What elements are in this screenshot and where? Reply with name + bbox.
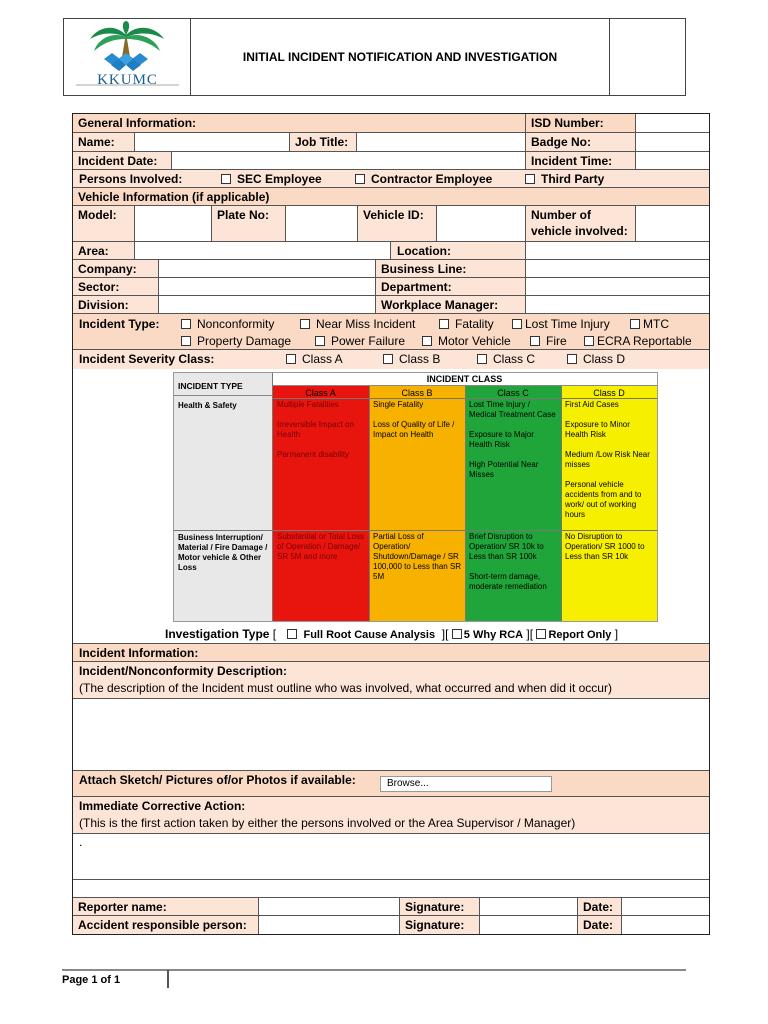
location-field[interactable]: [526, 242, 709, 259]
corrective-action-value: .: [79, 835, 83, 849]
vehicle-info-row: [73, 188, 709, 206]
logo-text: KKUMC: [97, 72, 158, 88]
class-d-option[interactable]: [567, 352, 625, 366]
ecra-reportable-option[interactable]: [584, 334, 692, 348]
matrix-divider: [272, 373, 273, 621]
matrix-class-d-header: Class D: [593, 388, 625, 398]
checkbox-icon[interactable]: [286, 354, 296, 364]
third-party-option[interactable]: [525, 172, 604, 186]
department-field[interactable]: [526, 278, 709, 295]
document-title: INITIAL INCIDENT NOTIFICATION AND INVESTIGATION: [191, 19, 610, 95]
logo: [64, 19, 191, 95]
severity-class-label: Incident Severity Class:: [79, 352, 215, 366]
division-label: Division:: [73, 296, 159, 313]
company-field[interactable]: [159, 260, 376, 277]
class-c-label: Class C: [493, 352, 536, 366]
model-field[interactable]: [135, 206, 212, 241]
checkbox-icon[interactable]: [287, 629, 297, 639]
badge-no-label: Badge No:: [526, 133, 636, 151]
reporter-signature-label: Signature:: [400, 898, 480, 915]
incident-type-label: Incident Type:: [79, 317, 160, 331]
division-row: [73, 296, 709, 314]
nonconformity-option[interactable]: [181, 317, 274, 331]
job-title-field[interactable]: [357, 133, 526, 151]
company-label: Company:: [73, 260, 159, 277]
attach-label: Attach Sketch/ Pictures of/or Photos if available:: [79, 773, 356, 787]
contractor-employee-label: Contractor Employee: [371, 172, 493, 186]
fire-option[interactable]: [530, 334, 567, 348]
vehicle-count-line1: Number of: [531, 208, 591, 222]
property-damage-label: Property Damage: [197, 334, 292, 348]
sector-label: Sector:: [73, 278, 159, 295]
checkbox-icon[interactable]: [439, 319, 449, 329]
workplace-manager-label: Workplace Manager:: [376, 296, 526, 313]
reporter-date-label: Date:: [578, 898, 622, 915]
motor-vehicle-label: Motor Vehicle: [438, 334, 511, 348]
corrective-action-header: [73, 797, 709, 834]
five-why-label: 5 Why RCA: [463, 629, 524, 641]
matrix-class-c-header: Class C: [497, 388, 529, 398]
sector-field[interactable]: [159, 278, 376, 295]
reporter-row: [73, 898, 709, 916]
checkbox-icon[interactable]: [383, 354, 393, 364]
page-number: Page 1 of 1: [62, 974, 121, 986]
matrix-divider: [561, 386, 562, 621]
plate-no-field[interactable]: [286, 206, 358, 241]
incident-date-row: [73, 152, 709, 170]
checkbox-icon[interactable]: [221, 174, 231, 184]
vehicle-count-label: [526, 206, 636, 241]
mtc-option[interactable]: [630, 317, 669, 331]
fatality-label: Fatality: [455, 317, 494, 331]
checkbox-icon[interactable]: [181, 319, 191, 329]
investigation-type-line: Investigation Type [ Full Root Cause Analysis ][ 5 Why RCA ][ Report Only ]: [165, 627, 619, 641]
checkbox-icon[interactable]: [477, 354, 487, 364]
footer-divider: [167, 970, 169, 988]
checkbox-icon[interactable]: [452, 629, 462, 639]
area-label: Area:: [73, 242, 135, 259]
power-failure-option[interactable]: [315, 334, 405, 348]
matrix-cell-hs-class-a: Multiple Fatalities Irreversible Impact on Health Permanent disability: [277, 400, 354, 459]
description-title: Incident/Nonconformity Description:: [79, 664, 288, 678]
company-row: [73, 260, 709, 278]
incident-type-row: [73, 314, 709, 350]
responsible-signature-label: Signature:: [400, 916, 480, 934]
area-field[interactable]: [135, 242, 391, 259]
class-b-option[interactable]: [383, 352, 440, 366]
checkbox-icon[interactable]: [422, 336, 432, 346]
blank-row: [73, 880, 709, 898]
reporter-name-field[interactable]: [259, 898, 400, 915]
incident-time-field[interactable]: [636, 152, 709, 169]
incident-form: [72, 113, 710, 935]
report-only-label: Report Only: [548, 629, 612, 641]
department-label: Department:: [376, 278, 526, 295]
corrective-action-field[interactable]: [73, 834, 709, 880]
checkbox-icon[interactable]: [315, 336, 325, 346]
document-header: [63, 18, 686, 96]
matrix-cell-hs-class-c: Lost Time Injury / Medical Treatment Case Exposure to Major Health Risk High Potential Near Misses: [469, 400, 556, 479]
severity-class-row: [73, 350, 709, 369]
workplace-manager-field[interactable]: [526, 296, 709, 313]
persons-involved-row: [73, 170, 709, 188]
incident-info-heading: Incident Information:: [79, 646, 199, 660]
near-miss-label: Near Miss Incident: [316, 317, 416, 331]
responsible-date-label: Date:: [578, 916, 622, 934]
general-info-heading: General Information:: [73, 114, 526, 132]
checkbox-icon[interactable]: [630, 319, 640, 329]
matrix-cell-hs-class-b: Single Fatality Loss of Quality of Life / Impact on Health: [373, 400, 455, 439]
ecra-reportable-label: ECRA Reportable: [597, 334, 692, 348]
vehicle-info-heading: Vehicle Information (if applicable): [78, 190, 270, 204]
matrix-divider: [174, 530, 657, 531]
name-row: [73, 133, 709, 152]
description-note: (The description of the Incident must outline who was involved, what occurred and when did it occur): [79, 681, 612, 695]
sector-row: [73, 278, 709, 296]
matrix-class-header: INCIDENT CLASS: [426, 374, 503, 384]
persons-involved-label: Persons Involved:: [79, 172, 183, 186]
responsible-signature-field[interactable]: [480, 916, 578, 934]
sec-employee-label: SEC Employee: [237, 172, 322, 186]
motor-vehicle-option[interactable]: [422, 334, 511, 348]
investigation-type-label: Investigation Type: [165, 627, 270, 641]
checkbox-icon[interactable]: [584, 336, 594, 346]
near-miss-option[interactable]: [300, 317, 415, 331]
reporter-signature-field[interactable]: [480, 898, 578, 915]
matrix-class-a-header: Class A: [305, 388, 336, 398]
badge-no-field[interactable]: [636, 133, 709, 151]
checkbox-icon[interactable]: [525, 174, 535, 184]
class-a-option[interactable]: [286, 352, 343, 366]
lost-time-injury-label: Lost Time Injury: [525, 317, 610, 331]
matrix-type-header: INCIDENT TYPE: [178, 381, 243, 391]
matrix-cell-bi-class-b: Partial Loss of Operation/ Shutdown/Damage / SR 100,000 to Less than SR 5M: [373, 532, 462, 581]
footer-rule: [62, 969, 686, 971]
isd-number-label: ISD Number:: [526, 114, 636, 132]
checkbox-icon[interactable]: [567, 354, 577, 364]
incident-date-label: Incident Date:: [73, 152, 172, 169]
property-damage-option[interactable]: [181, 334, 291, 348]
checkbox-icon[interactable]: [181, 336, 191, 346]
matrix-cell-hs-class-d: First Aid Cases Exposure to Minor Health Risk Medium /Low Risk Near misses Personal vehicle accidents from and to work/ out of working hours: [565, 400, 650, 519]
matrix-row-health-safety: Health & Safety: [178, 401, 237, 410]
checkbox-icon[interactable]: [536, 629, 546, 639]
fire-label: Fire: [546, 334, 567, 348]
vehicle-count-field[interactable]: [636, 206, 709, 241]
mtc-label: MTC: [643, 317, 669, 331]
responsible-row: [73, 916, 709, 934]
business-line-label: Business Line:: [376, 260, 526, 277]
incident-info-row: [73, 643, 709, 662]
sec-employee-option[interactable]: [221, 172, 322, 186]
checkbox-icon[interactable]: [355, 174, 365, 184]
matrix-cell-bi-class-d: No Disruption to Operation/ SR 1000 to Less than SR 10k: [565, 532, 645, 561]
full-rca-label: Full Root Cause Analysis: [303, 629, 436, 641]
incident-description-field[interactable]: [73, 699, 709, 771]
vehicle-details-row: [73, 206, 709, 242]
checkbox-icon[interactable]: [530, 336, 540, 346]
incident-time-label: Incident Time:: [526, 152, 636, 169]
checkbox-icon[interactable]: [512, 319, 522, 329]
vehicle-id-field[interactable]: [437, 206, 526, 241]
class-b-label: Class B: [399, 352, 441, 366]
model-label: Model:: [73, 206, 135, 241]
responsible-person-label: Accident responsible person:: [73, 916, 259, 934]
corrective-action-title: Immediate Corrective Action:: [79, 799, 246, 813]
matrix-divider: [369, 386, 370, 621]
incident-date-field[interactable]: [172, 152, 526, 169]
matrix-cell-bi-class-a: Substantial or Total Loss of Operation / Damage/ SR 5M and more: [277, 532, 365, 561]
area-row: [73, 242, 709, 260]
responsible-date-field[interactable]: [622, 916, 709, 934]
class-a-label: Class A: [302, 352, 343, 366]
attach-row: [73, 771, 709, 797]
name-field[interactable]: [135, 133, 290, 151]
browse-button[interactable]: Browse...: [380, 776, 552, 792]
lost-time-injury-option[interactable]: [512, 317, 610, 331]
responsible-person-field[interactable]: [259, 916, 400, 934]
reporter-date-field[interactable]: [622, 898, 709, 915]
nonconformity-label: Nonconformity: [197, 317, 275, 331]
matrix-cell-bi-class-c: Brief Disruption to Operation/ SR 10k to Less than SR 100k Short-term damage, moderate remediation: [469, 532, 547, 591]
vehicle-id-label: Vehicle ID:: [358, 206, 437, 241]
division-field[interactable]: [159, 296, 376, 313]
matrix-divider: [174, 395, 272, 396]
name-label: Name:: [73, 133, 135, 151]
power-failure-label: Power Failure: [331, 334, 406, 348]
location-label: Location:: [391, 242, 526, 259]
matrix-row-business: Business Interruption/ Material / Fire Damage / Motor vehicle & Other Loss: [178, 533, 268, 572]
vehicle-count-line2: vehicle involved:: [531, 224, 628, 238]
matrix-divider: [465, 386, 466, 621]
general-info-row: [73, 114, 709, 133]
reporter-name-label: Reporter name:: [73, 898, 259, 915]
checkbox-icon[interactable]: [300, 319, 310, 329]
business-line-field[interactable]: [526, 260, 709, 277]
fatality-option[interactable]: [439, 317, 494, 331]
third-party-label: Third Party: [541, 172, 605, 186]
incident-description-header: [73, 662, 709, 699]
matrix-class-b-header: Class B: [401, 388, 433, 398]
job-title-label: Job Title:: [290, 133, 357, 151]
contractor-employee-option[interactable]: [355, 172, 492, 186]
class-d-label: Class D: [583, 352, 626, 366]
class-c-option[interactable]: [477, 352, 535, 366]
severity-matrix: [173, 372, 658, 622]
plate-no-label: Plate No:: [212, 206, 286, 241]
isd-number-field[interactable]: [636, 114, 709, 132]
corrective-action-note: (This is the first action taken by either the persons involved or the Area Supervisor / Manager): [79, 816, 576, 830]
